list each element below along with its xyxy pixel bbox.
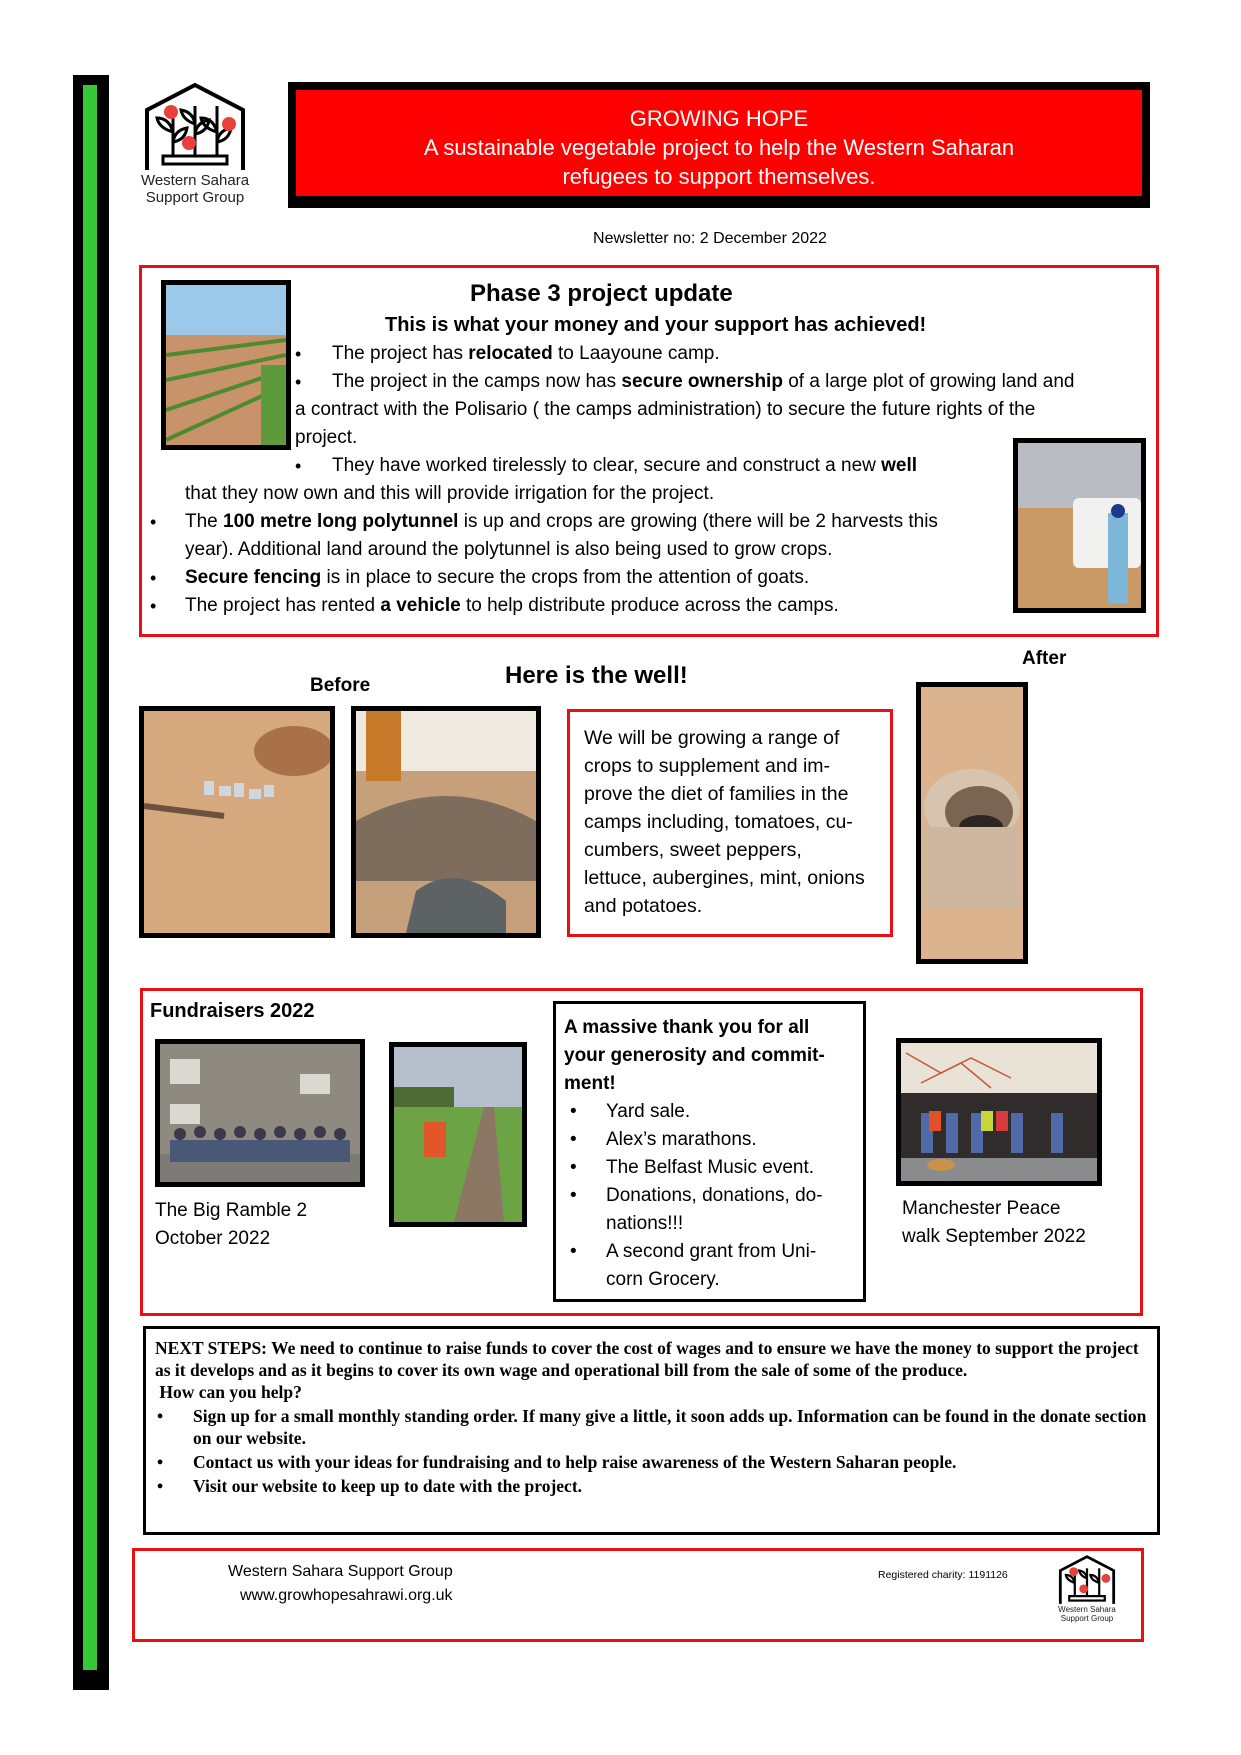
- photo-before-2: [351, 706, 541, 938]
- banner-line-2: A sustainable vegetable project to help the Western Saharan: [423, 135, 1015, 160]
- next-step-item: • Contact us with your ideas for fundraising and to help raise awareness of the Western Saharan people.: [155, 1451, 1148, 1473]
- phase-item-3-cont: that they now own and this will provide irrigation for the project.: [185, 483, 715, 504]
- before-label: Before: [310, 675, 371, 696]
- phase-title: Phase 3 project update: [470, 280, 733, 307]
- crops-line: lettuce, aubergines, mint, onions: [584, 867, 865, 889]
- thanks-list: [564, 1098, 855, 1294]
- next-step-item: • Sign up for a small monthly standing order. If many give a little, it soon adds up. Information can be found in the donate section on our website.: [155, 1405, 1148, 1449]
- phase-item-3: • They have worked tirelessly to clear, secure and construct a new well: [295, 455, 918, 476]
- next-steps-paragraph: NEXT STEPS: We need to continue to raise funds to cover the cost of wages and to ensure we have the money to support the project as it develops and as it begins to cover its own wage and operational bill from the sale of some of the produce.: [155, 1338, 1139, 1380]
- photo-big-ramble-walk: [389, 1042, 527, 1227]
- crops-line: camps including, tomatoes, cu-: [584, 811, 853, 833]
- header-banner: [288, 82, 1150, 208]
- phase-item-5: • Secure fencing is in place to secure the crops from the attention of goats.: [150, 567, 810, 588]
- sidebar-bar: [73, 75, 109, 1690]
- photo-well-after: [916, 682, 1028, 964]
- after-label: After: [1022, 648, 1067, 669]
- crops-line: and potatoes.: [584, 895, 703, 917]
- photo-vehicle: [1013, 438, 1146, 613]
- thanks-heading: A massive thank you for all: [564, 1017, 810, 1038]
- logo-line-2: Support Group: [145, 189, 245, 206]
- big-ramble-caption: The Big Ramble 2 October 2022: [155, 1200, 308, 1249]
- phase-subtitle: This is what your money and your support has achieved!: [385, 314, 927, 336]
- thanks-item: • Yard sale.: [564, 1098, 855, 1126]
- phase-item-4-cont: year). Additional land around the polytunnel is also being used to grow crops.: [185, 539, 833, 560]
- footer-logo: Western Sahara Support Group: [1052, 1555, 1122, 1623]
- sidebar-green-stripe: [83, 85, 97, 1670]
- thanks-item: • Donations, donations, do- nations!!!: [564, 1182, 855, 1238]
- photo-manchester-walk: [896, 1038, 1102, 1186]
- phase-item-1: • The project has relocated to Laayoune camp.: [295, 343, 720, 364]
- phase-item-2-end: project.: [295, 427, 358, 448]
- greenhouse-logo-icon: [1057, 1555, 1117, 1605]
- thank-you-box: A massive thank you for all your generosity and commit- ment! • Yard sale. • Alex’s marathons. • The Belfast Music event. • Donations, donations, do- nations!!! • A second grant from Uni- corn Grocery.: [553, 1001, 866, 1302]
- thanks-item: • The Belfast Music event.: [564, 1154, 855, 1182]
- crops-line: crops to supplement and im-: [584, 755, 831, 777]
- manchester-caption: Manchester Peace walk September 2022: [902, 1198, 1086, 1247]
- crops-line: prove the diet of families in the: [584, 783, 849, 805]
- next-step-item: • Visit our website to keep up to date with the project.: [155, 1475, 1148, 1497]
- photo-crop-field: [161, 280, 291, 450]
- next-steps-box: [143, 1326, 1160, 1535]
- phase-item-4: • The 100 metre long polytunnel is up and crops are growing (there will be 2 harvests this: [150, 511, 938, 532]
- fundraisers-title: Fundraisers 2022: [150, 1000, 315, 1022]
- footer-org-name: Western Sahara Support Group: [228, 1563, 453, 1580]
- phase-item-6: • The project has rented a vehicle to help distribute produce across the camps.: [150, 595, 839, 616]
- thanks-item: • A second grant from Uni- corn Grocery.: [564, 1238, 855, 1294]
- greenhouse-logo-icon: [143, 82, 247, 172]
- photo-before-1: [139, 706, 335, 938]
- crops-info-box: [567, 709, 893, 937]
- crops-line: We will be growing a range of: [584, 727, 840, 749]
- phase-item-2-cont: a contract with the Polisario ( the camps administration) to secure the future rights of the: [295, 399, 1036, 420]
- photo-big-ramble-group: [155, 1039, 365, 1187]
- crops-line: cumbers, sweet peppers,: [584, 839, 802, 861]
- next-steps-list: [155, 1405, 1148, 1497]
- thanks-item: • Alex’s marathons.: [564, 1126, 855, 1154]
- banner-line-3: refugees to support themselves.: [562, 164, 876, 189]
- newsletter-number: Newsletter no: 2 December 2022: [593, 230, 827, 247]
- how-can-you-help: How can you help?: [155, 1382, 302, 1402]
- well-title: Here is the well!: [505, 662, 688, 689]
- footer-charity-number: Registered charity: 1191126: [878, 1569, 1008, 1581]
- logo-line-1: Western Sahara: [140, 172, 250, 189]
- phase-item-2: • The project in the camps now has secure ownership of a large plot of growing land and: [295, 371, 1075, 392]
- footer-website-link[interactable]: www.growhopesahrawi.org.uk: [240, 1587, 453, 1604]
- org-logo: [130, 82, 260, 210]
- banner-title: GROWING HOPE: [629, 106, 809, 131]
